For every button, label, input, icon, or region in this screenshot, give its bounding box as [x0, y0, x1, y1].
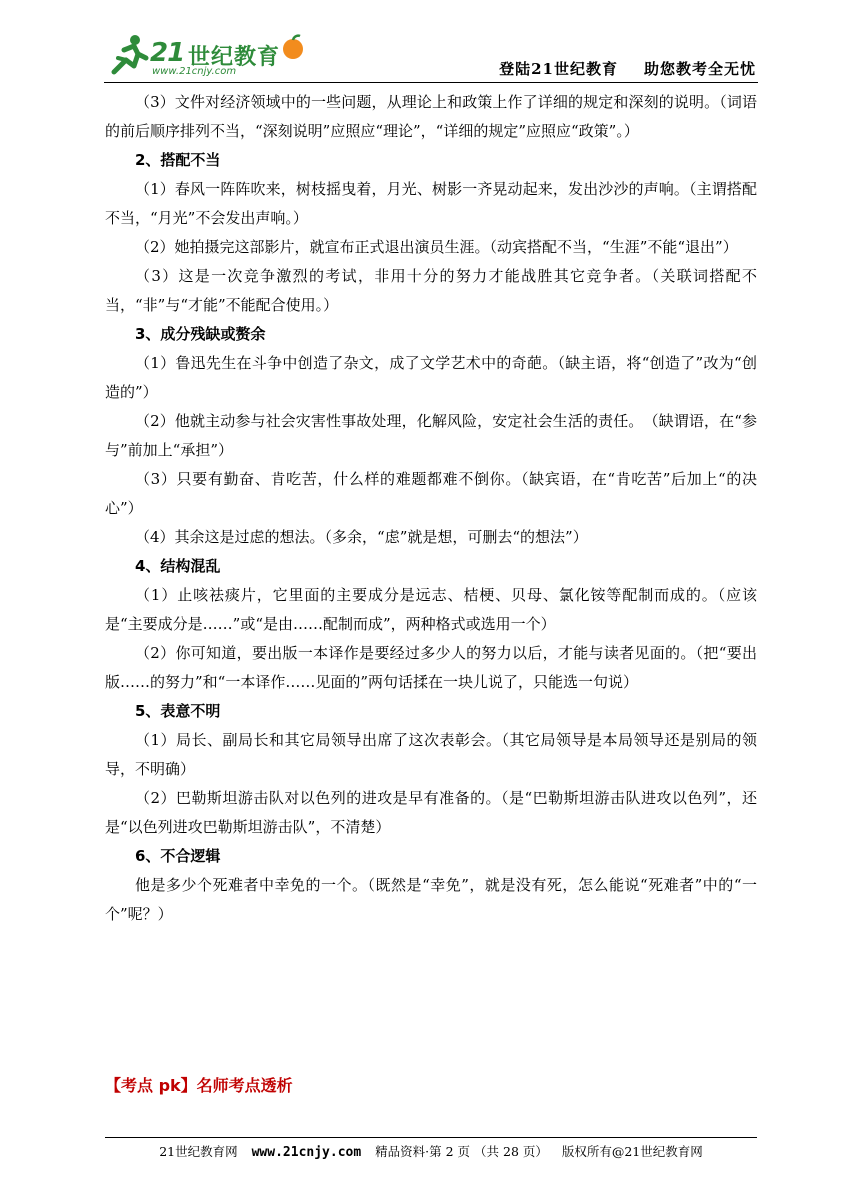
- footer-copyright: 版权所有@21世纪教育网: [561, 1144, 703, 1159]
- paragraph-4-2: （2）你可知道，要出版一本译作是要经过多少人的努力以后，才能与读者见面的。（把“要出版……的努力”和“一本译作……见面的”两句话揉在一块儿说了，只能选一句说）: [105, 644, 757, 691]
- header-divider: [104, 82, 758, 83]
- logo-text: 世纪教育: [188, 45, 281, 70]
- paragraph-5-1: （1）局长、副局长和其它局领导出席了这次表彰会。（其它局领导是本局领导还是别局的领导，不明确）: [105, 731, 757, 778]
- paragraph-6-1: 他是多少个死难者中幸免的一个。（既然是“幸免”，就是没有死，怎么能说“死难者”中的“一个”呢？）: [105, 876, 757, 923]
- paragraph-3-2: （2）他就主动参与社会灾害性事故处理，化解风险，安定社会生活的责任。 （缺谓语，在“参与”前加上“承担”）: [105, 412, 757, 459]
- slogan-left: 登陆21世纪教育: [499, 60, 618, 78]
- footer-page-info: 精品资料·第 2 页 （共 28 页）: [375, 1144, 548, 1159]
- heading-4: 4、结构混乱: [135, 557, 221, 575]
- apple-logo-icon: [280, 34, 306, 60]
- heading-2: 2、搭配不当: [135, 151, 221, 169]
- paragraph-2-3: （3）这是一次竞争激烈的考试，非用十分的努力才能战胜其它竞争者。（关联词搭配不当，“非”与“才能”不能配合使用。）: [105, 267, 757, 314]
- heading-3: 3、成分残缺或赘余: [135, 325, 266, 343]
- paragraph-1-3: （3）文件对经济领域中的一些问题，从理论上和政策上作了详细的规定和深刻的说明。（词语的前后顺序排列不当，“深刻说明”应照应“理论”，“详细的规定”应照应“政策”。）: [105, 93, 757, 140]
- paragraph-2-2: （2）她拍摄完这部影片，就宣布正式退出演员生涯。（动宾搭配不当，“生涯”不能“退出”）: [135, 238, 738, 256]
- heading-6: 6、不合逻辑: [135, 847, 221, 865]
- paragraph-3-4: （4）其余这是过虑的想法。（多余，“虑”就是想，可删去“的想法”）: [135, 528, 588, 546]
- section-title: 【考点 pk】名师考点透析: [105, 1076, 293, 1095]
- site-logo[interactable]: [104, 32, 314, 80]
- paragraph-5-2: （2）巴勒斯坦游击队对以色列的进攻是早有准备的。（是“巴勒斯坦游击队进攻以色列”，还是“以色列进攻巴勒斯坦游击队”，不清楚）: [105, 789, 757, 836]
- paragraph-2-1: （1）春风一阵阵吹来，树枝摇曳着，月光、树影一齐晃动起来，发出沙沙的声响。（主谓搭配不当，“月光”不会发出声响。）: [105, 180, 757, 227]
- heading-5: 5、表意不明: [135, 702, 221, 720]
- footer-site: 21世纪教育网: [159, 1144, 238, 1159]
- footer-url-link[interactable]: www.21cnjy.com: [251, 1145, 362, 1160]
- page-footer: [105, 1137, 757, 1160]
- page-header: [104, 32, 758, 84]
- logo-url: www.21cnjy.com: [152, 66, 237, 77]
- document-body: [105, 88, 757, 929]
- slogan-right: 助您教考全无忧: [643, 60, 756, 78]
- paragraph-3-1: （1）鲁迅先生在斗争中创造了杂文，成了文学艺术中的奇葩。（缺主语，将“创造了”改为“创造的”）: [105, 354, 757, 401]
- paragraph-4-1: （1）止咳祛痰片，它里面的主要成分是远志、桔梗、贝母、氯化铵等配制而成的。（应该是“主要成分是……”或“是由……配制而成”，两种格式或选用一个）: [105, 586, 757, 633]
- header-slogan: [499, 58, 756, 79]
- logo-number: 21: [150, 38, 185, 68]
- paragraph-3-3: （3）只要有勤奋、肯吃苦，什么样的难题都难不倒你。（缺宾语，在“肯吃苦”后加上“的决心”）: [105, 470, 757, 517]
